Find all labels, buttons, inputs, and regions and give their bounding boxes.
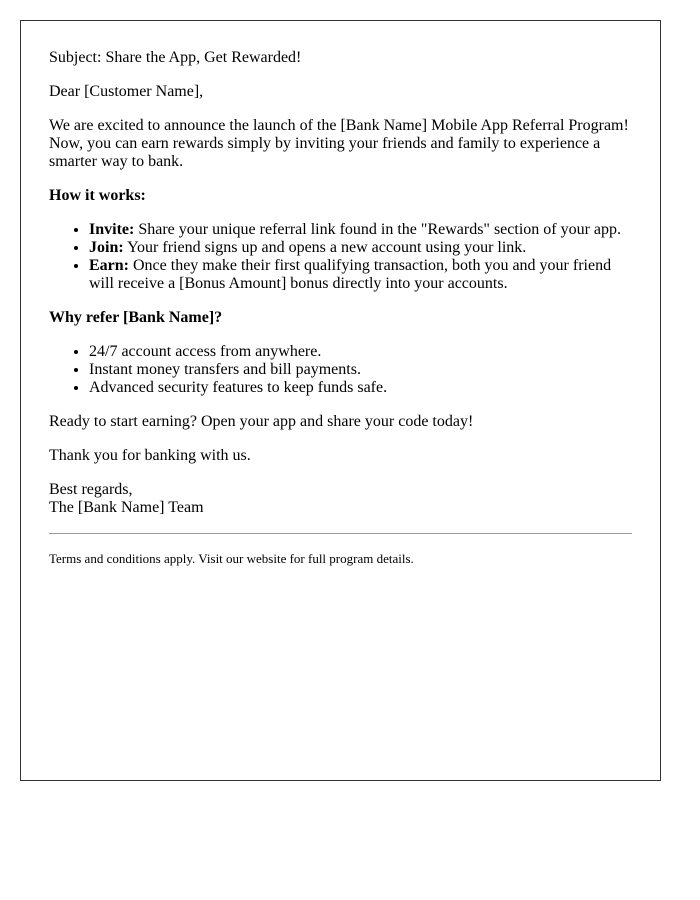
subject-line: Subject: Share the App, Get Rewarded! [49, 49, 302, 66]
list-item [89, 239, 632, 257]
list-item: • Advanced security features to keep funds safe. [89, 379, 632, 397]
how-it-works-heading: How it works: [49, 187, 146, 204]
intro-paragraph: We are excited to announce the launch of the [Bank Name] Mobile App Referral Program! Now, you can earn rewards simply by inviting your friends and family to experience a smarter way to bank. [49, 117, 629, 170]
list-item: • 24/7 account access from anywhere. [89, 343, 632, 361]
call-to-action: Ready to start earning? Open your app and share your code today! [49, 413, 474, 430]
divider [49, 533, 632, 534]
letter-document [20, 20, 661, 781]
step-label: Join: [89, 239, 124, 256]
benefits-list [49, 343, 632, 397]
step-text: Share your unique referral link found in the "Rewards" section of your app. [134, 221, 622, 238]
step-text: Your friend signs up and opens a new account using your link. [123, 239, 527, 256]
closing: Best regards, [49, 481, 133, 498]
list-item [89, 221, 632, 239]
list-item [89, 257, 632, 293]
steps-list [49, 221, 632, 293]
thanks-line: Thank you for banking with us. [49, 447, 251, 464]
terms-footer: Terms and conditions apply. Visit our website for full program details. [49, 551, 414, 566]
signoff [49, 481, 632, 517]
why-refer-heading: Why refer [Bank Name]? [49, 309, 223, 326]
step-label: Earn: [89, 257, 129, 274]
signature: The [Bank Name] Team [49, 499, 204, 516]
step-label: Invite: [89, 221, 135, 238]
greeting: Dear [Customer Name], [49, 83, 204, 100]
list-item: • Instant money transfers and bill payments. [89, 361, 632, 379]
step-text: Once they make their first qualifying transaction, both you and your friend will receive a [Bonus Amount] bonus directly into your accounts. [89, 257, 612, 292]
